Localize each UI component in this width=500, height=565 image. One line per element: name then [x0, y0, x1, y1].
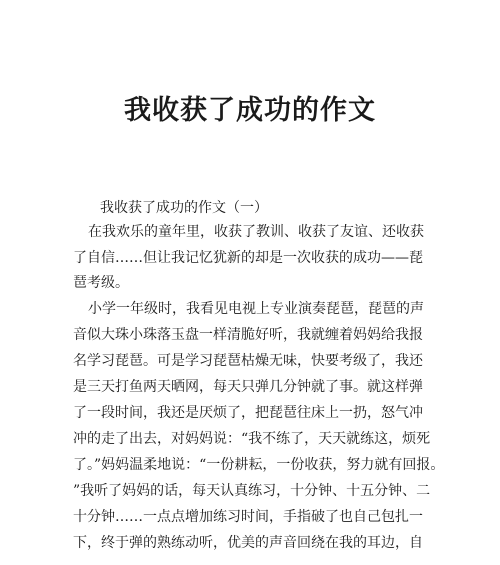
paragraph-line: 十分钟……一点点增加练习时间，手指破了也自己包扎一 — [73, 509, 423, 525]
paragraph-line: 下，终于弹的熟练动听，优美的声音回绕在我的耳边，自 — [73, 535, 423, 551]
paragraph-line: 是三天打鱼两天晒网，每天只弹几分钟就了事。就这样弹 — [73, 379, 423, 395]
paragraph-line: 琶考级。 — [73, 275, 129, 291]
paragraph-line: 名学习琵琶。可是学习琵琶枯燥无味，快要考级了，我还 — [73, 353, 423, 369]
document-title: 我收获了成功的作文 — [124, 95, 376, 126]
paragraph-line: ”我听了妈妈的话，每天认真练习，十分钟、十五分钟、二 — [73, 483, 431, 499]
paragraph-line: 了一段时间，我还是厌烦了，把琵琶往床上一扔，怒气冲 — [73, 405, 423, 421]
paragraph-line: 了。”妈妈温柔地说：“一份耕耘，一份收获，努力就有回报。 — [73, 457, 445, 473]
paragraph-line: 在我欢乐的童年里，收获了教训、收获了友谊、还收获 — [88, 224, 424, 240]
paragraph-line: 冲的走了出去，对妈妈说：“我不练了，天天就练这，烦死 — [73, 431, 431, 447]
paragraph-line: 音似大珠小珠落玉盘一样清脆好听，我就缠着妈妈给我报 — [73, 327, 423, 343]
paragraph-line: 小学一年级时，我看见电视上专业演奏琵琶，琵琶的声 — [88, 301, 424, 317]
section-subtitle: 我收获了成功的作文（一） — [100, 200, 268, 216]
paragraph-line: 了自信……但让我记忆犹新的却是一次收获的成功——琵 — [73, 250, 423, 266]
